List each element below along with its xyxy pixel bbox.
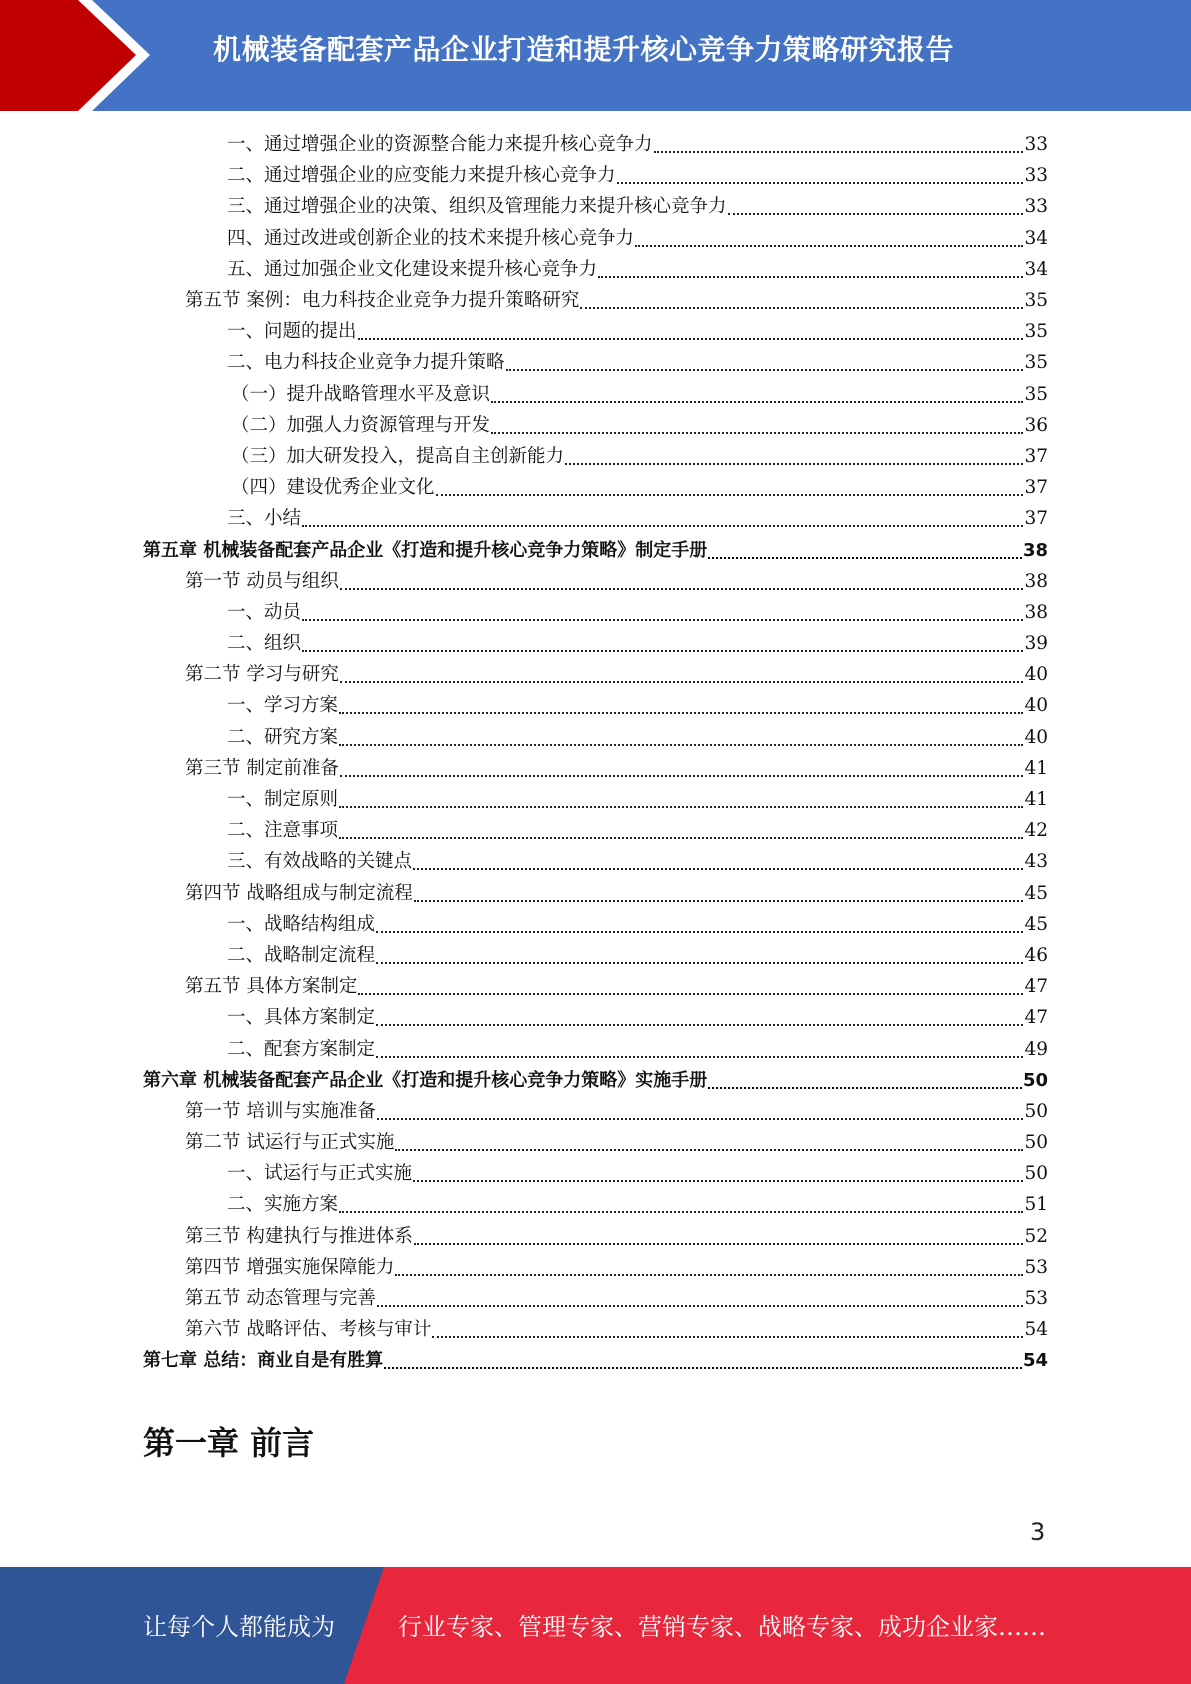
- toc-dot-leader: [506, 347, 1024, 378]
- toc-entry-page: 35: [1024, 321, 1048, 343]
- toc-entry-label: 一、试运行与正式实施: [227, 1163, 413, 1185]
- toc-entry[interactable]: [143, 223, 1048, 254]
- toc-entry[interactable]: [143, 1189, 1048, 1220]
- toc-entry-label: 一、具体方案制定: [227, 1007, 376, 1029]
- toc-entry[interactable]: [143, 191, 1048, 222]
- toc-dot-leader: [414, 1221, 1024, 1252]
- page-footer: [0, 1567, 1191, 1684]
- toc-dot-leader: [376, 940, 1023, 971]
- toc-dot-leader: [377, 1096, 1024, 1127]
- toc-entry-label: 第二节 试运行与正式实施: [185, 1132, 395, 1154]
- toc-entry-page: 38: [1024, 601, 1048, 623]
- toc-dot-leader: [432, 1314, 1023, 1345]
- toc-dot-leader: [377, 1283, 1024, 1314]
- toc-entry-label: 五、通过加强企业文化建设来提升核心竞争力: [227, 258, 598, 280]
- toc-entry-page: 40: [1024, 695, 1048, 717]
- toc-entry[interactable]: [143, 1065, 1048, 1096]
- toc-dot-leader: [376, 1034, 1023, 1065]
- page-header: [0, 0, 1191, 111]
- toc-entry[interactable]: [143, 441, 1048, 472]
- toc-dot-leader: [384, 1345, 1022, 1376]
- toc-entry[interactable]: [143, 503, 1048, 534]
- toc-dot-leader: [617, 160, 1024, 191]
- toc-dot-leader: [654, 129, 1024, 160]
- toc-entry-page: 53: [1024, 1256, 1048, 1278]
- toc-entry-label: 第三节 构建执行与推进体系: [185, 1225, 413, 1247]
- toc-dot-leader: [436, 472, 1024, 503]
- toc-entry-label: 第五节 案例：电力科技企业竞争力提升策略研究: [185, 290, 580, 312]
- toc-entry[interactable]: [143, 254, 1048, 285]
- toc-entry[interactable]: [143, 1158, 1048, 1189]
- toc-entry-page: 54: [1022, 1350, 1048, 1372]
- toc-entry-page: 47: [1024, 976, 1048, 998]
- toc-dot-leader: [302, 503, 1023, 534]
- toc-entry-page: 33: [1024, 196, 1048, 218]
- toc-entry-page: 36: [1024, 414, 1048, 436]
- page-number: 3: [1030, 1518, 1046, 1546]
- toc-entry-label: 一、问题的提出: [227, 321, 357, 343]
- toc-entry-label: 第一节 动员与组织: [185, 570, 339, 592]
- toc-entry-label: 第六章 机械装备配套产品企业《打造和提升核心竞争力策略》实施手册: [143, 1069, 708, 1091]
- toc-dot-leader: [339, 722, 1023, 753]
- toc-entry-page: 35: [1024, 383, 1048, 405]
- toc-entry[interactable]: [143, 597, 1048, 628]
- toc-entry-label: 二、通过增强企业的应变能力来提升核心竞争力: [227, 165, 616, 187]
- toc-entry[interactable]: [143, 347, 1048, 378]
- toc-dot-leader: [302, 628, 1023, 659]
- toc-entry-label: 二、组织: [227, 633, 302, 655]
- toc-dot-leader: [635, 223, 1023, 254]
- toc-dot-leader: [491, 410, 1023, 441]
- toc-entry-label: 一、学习方案: [227, 695, 339, 717]
- toc-dot-leader: [340, 753, 1024, 784]
- toc-entry[interactable]: [143, 753, 1048, 784]
- toc-dot-leader: [395, 1252, 1023, 1283]
- toc-dot-leader: [340, 566, 1024, 597]
- toc-entry-label: 一、战略结构组成: [227, 913, 376, 935]
- toc-entry[interactable]: [143, 909, 1048, 940]
- toc-entry[interactable]: [143, 410, 1048, 441]
- chapter-heading: 第一章 前言: [143, 1424, 315, 1462]
- toc-dot-leader: [395, 1127, 1023, 1158]
- toc-entry-page: 50: [1024, 1163, 1048, 1185]
- toc-entry-label: （二）加强人力资源管理与开发: [231, 414, 491, 436]
- toc-entry-label: 第五节 动态管理与完善: [185, 1288, 376, 1310]
- toc-entry-page: 33: [1024, 165, 1048, 187]
- toc-dot-leader: [358, 316, 1024, 347]
- toc-entry-page: 50: [1024, 1132, 1048, 1154]
- toc-entry-label: 一、通过增强企业的资源整合能力来提升核心竞争力: [227, 134, 653, 156]
- toc-entry-page: 37: [1024, 445, 1048, 467]
- toc-entry[interactable]: [143, 815, 1048, 846]
- toc-entry-page: 45: [1024, 913, 1048, 935]
- footer-slogan-left: 让每个人都能成为: [143, 1613, 335, 1641]
- toc-entry[interactable]: [143, 1345, 1048, 1376]
- toc-entry-label: 第四节 增强实施保障能力: [185, 1256, 395, 1278]
- toc-entry-page: 45: [1024, 882, 1048, 904]
- toc-dot-leader: [491, 379, 1023, 410]
- toc-entry-page: 42: [1024, 820, 1048, 842]
- toc-entry-page: 34: [1024, 258, 1048, 280]
- toc-dot-leader: [358, 971, 1023, 1002]
- toc-entry-label: 第五章 机械装备配套产品企业《打造和提升核心竞争力策略》制定手册: [143, 539, 708, 561]
- toc-entry[interactable]: [143, 690, 1048, 721]
- toc-entry-label: 二、配套方案制定: [227, 1038, 376, 1060]
- toc-entry[interactable]: [143, 940, 1048, 971]
- toc-entry[interactable]: [143, 1033, 1048, 1064]
- toc-entry[interactable]: [143, 566, 1048, 597]
- toc-entry-page: 37: [1024, 477, 1048, 499]
- toc-dot-leader: [339, 690, 1023, 721]
- toc-entry-label: 第七章 总结：商业自是有胜算: [143, 1350, 384, 1372]
- toc-entry-page: 49: [1024, 1038, 1048, 1060]
- toc-entry[interactable]: [143, 1002, 1048, 1033]
- toc-dot-leader: [565, 441, 1023, 472]
- toc-entry-label: 一、动员: [227, 601, 302, 623]
- toc-entry[interactable]: [143, 659, 1048, 690]
- toc-entry-page: 38: [1024, 570, 1048, 592]
- toc-dot-leader: [376, 909, 1023, 940]
- toc-entry[interactable]: [143, 784, 1048, 815]
- toc-entry-page: 40: [1024, 726, 1048, 748]
- toc-entry-page: 41: [1024, 789, 1048, 811]
- header-red-chevron: [0, 0, 136, 111]
- toc-entry[interactable]: [143, 846, 1048, 877]
- toc-entry-page: 53: [1024, 1288, 1048, 1310]
- toc-entry-page: 51: [1024, 1194, 1048, 1216]
- toc-entry[interactable]: [143, 1314, 1048, 1345]
- toc-entry[interactable]: [143, 878, 1048, 909]
- toc-entry-label: 第五节 具体方案制定: [185, 976, 358, 998]
- toc-dot-leader: [414, 878, 1024, 909]
- toc-entry[interactable]: [143, 285, 1048, 316]
- toc-entry[interactable]: [143, 971, 1048, 1002]
- toc-entry-label: （四）建设优秀企业文化: [231, 477, 435, 499]
- toc-entry-label: 二、研究方案: [227, 726, 339, 748]
- toc-entry[interactable]: [143, 1096, 1048, 1127]
- toc-entry-label: 第六节 战略评估、考核与审计: [185, 1319, 432, 1341]
- toc-entry[interactable]: [143, 129, 1048, 160]
- toc-entry[interactable]: [143, 379, 1048, 410]
- toc-entry-label: （一）提升战略管理水平及意识: [231, 383, 491, 405]
- toc-entry-label: 二、注意事项: [227, 820, 339, 842]
- toc-dot-leader: [339, 815, 1023, 846]
- toc-entry-label: 第二节 学习与研究: [185, 664, 339, 686]
- toc-entry-page: 50: [1022, 1069, 1048, 1091]
- toc-entry-page: 50: [1024, 1100, 1048, 1122]
- toc-entry-label: 第四节 战略组成与制定流程: [185, 882, 413, 904]
- toc-entry[interactable]: [143, 160, 1048, 191]
- toc-dot-leader: [580, 285, 1023, 316]
- table-of-contents: [143, 129, 1048, 1377]
- toc-entry-label: 三、有效战略的关键点: [227, 851, 413, 873]
- toc-entry[interactable]: [143, 316, 1048, 347]
- toc-entry[interactable]: [143, 722, 1048, 753]
- toc-entry[interactable]: [143, 628, 1048, 659]
- toc-entry-label: 第一节 培训与实施准备: [185, 1100, 376, 1122]
- toc-dot-leader: [376, 1002, 1023, 1033]
- toc-entry-page: 39: [1024, 633, 1048, 655]
- toc-entry-page: 46: [1024, 944, 1048, 966]
- toc-entry-page: 47: [1024, 1007, 1048, 1029]
- toc-entry[interactable]: [143, 1221, 1048, 1252]
- toc-entry-page: 43: [1024, 851, 1048, 873]
- toc-entry-page: 52: [1024, 1225, 1048, 1247]
- toc-entry-page: 33: [1024, 134, 1048, 156]
- toc-entry-page: 35: [1024, 352, 1048, 374]
- toc-entry-page: 40: [1024, 664, 1048, 686]
- report-title: 机械装备配套产品企业打造和提升核心竞争力策略研究报告: [213, 33, 955, 66]
- toc-entry[interactable]: [143, 1283, 1048, 1314]
- toc-entry-label: 一、制定原则: [227, 789, 339, 811]
- toc-dot-leader: [413, 1158, 1023, 1189]
- toc-entry[interactable]: [143, 534, 1048, 565]
- toc-entry-page: 35: [1024, 290, 1048, 312]
- toc-entry-label: 第三节 制定前准备: [185, 757, 339, 779]
- toc-dot-leader: [413, 846, 1023, 877]
- footer-slogan-right: 行业专家、管理专家、营销专家、战略专家、成功企业家……: [398, 1613, 1046, 1641]
- toc-dot-leader: [302, 597, 1023, 628]
- toc-entry-label: 二、战略制定流程: [227, 944, 376, 966]
- toc-entry[interactable]: [143, 1252, 1048, 1283]
- toc-entry[interactable]: [143, 1127, 1048, 1158]
- toc-entry-label: （三）加大研发投入，提高自主创新能力: [231, 445, 565, 467]
- toc-entry-label: 三、小结: [227, 508, 302, 530]
- toc-entry-label: 三、通过增强企业的决策、组织及管理能力来提升核心竞争力: [227, 196, 727, 218]
- toc-dot-leader: [708, 1065, 1022, 1096]
- toc-entry-page: 54: [1024, 1319, 1048, 1341]
- toc-dot-leader: [340, 659, 1024, 690]
- toc-entry-page: 37: [1024, 508, 1048, 530]
- toc-dot-leader: [728, 191, 1024, 222]
- toc-entry[interactable]: [143, 472, 1048, 503]
- toc-entry-label: 二、实施方案: [227, 1194, 339, 1216]
- toc-dot-leader: [708, 535, 1022, 566]
- toc-dot-leader: [339, 1189, 1023, 1220]
- toc-entry-label: 四、通过改进或创新企业的技术来提升核心竞争力: [227, 227, 635, 249]
- toc-entry-label: 二、电力科技企业竞争力提升策略: [227, 352, 505, 374]
- toc-entry-page: 41: [1024, 757, 1048, 779]
- toc-entry-page: 34: [1024, 227, 1048, 249]
- toc-dot-leader: [339, 784, 1023, 815]
- toc-entry-page: 38: [1022, 539, 1048, 561]
- toc-dot-leader: [598, 254, 1023, 285]
